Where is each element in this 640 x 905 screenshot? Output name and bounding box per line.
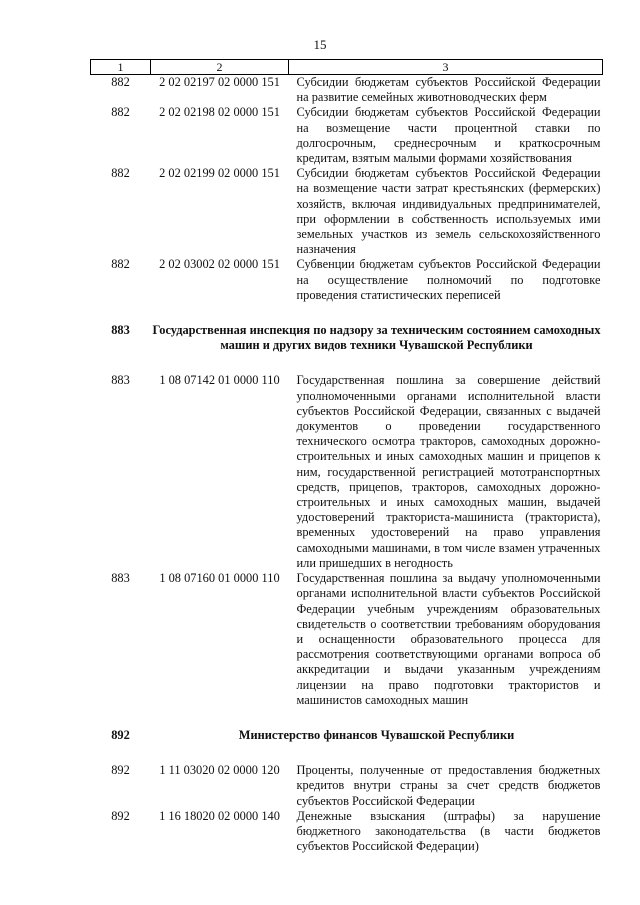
description-cell: Денежные взыскания (штрафы) за нарушение бюджетного законодательства (в части бюджетов субъектов Российской Федерации) bbox=[296, 808, 601, 854]
section-title: Государственная инспекция по надзору за техническим состоянием самоходных машин и других видов техники Чувашской Республики bbox=[152, 323, 601, 353]
table-row bbox=[91, 763, 603, 809]
description-cell: Субсидии бюджетам субъектов Российской Федерации на возмещение части процентной ставки по долгосрочным, среднесрочным и краткосрочным кредитам, взятым малыми формами хозяйствования bbox=[296, 105, 601, 166]
budget-code-cell: 2 02 02198 02 0000 151 bbox=[159, 105, 280, 120]
description-cell: Субсидии бюджетам субъектов Российской Федерации на развитие семейных животноводческих ферм bbox=[296, 75, 601, 105]
column-header-3: 3 bbox=[289, 60, 603, 75]
admin-code-cell: 882 bbox=[111, 105, 130, 120]
budget-code-cell: 1 08 07160 01 0000 110 bbox=[159, 571, 280, 586]
description-cell: Государственная пошлина за совершение действий уполномоченными органами исполнительной власти субъектов Российской Федерации, связанных с выдачей документов о проведении государственного технического осмотра тракторов, самоходных дорожно-строительных и иных самоходных машин и прицепов к ним, государственной регистрацией мототранспортных средств, прицепов, тракторов, самоходных дорожно-строительных и иных самоходных машин, выдачей удостоверений тракториста-машиниста (тракториста), временных удостоверений на право управления самоходными машинами, в том числе взамен утраченных или пришедших в негодность bbox=[296, 373, 601, 570]
column-header-1: 1 bbox=[91, 60, 151, 75]
admin-code-cell: 892 bbox=[111, 808, 130, 823]
table-body bbox=[91, 75, 603, 855]
budget-code-cell: 2 02 03002 02 0000 151 bbox=[159, 257, 280, 272]
section-heading-row bbox=[91, 708, 603, 763]
description-cell: Субвенции бюджетам субъектов Российской Федерации на осуществление полномочий по подготовке проведения статистических переписей bbox=[296, 257, 601, 302]
budget-code-cell: 2 02 02197 02 0000 151 bbox=[159, 75, 280, 89]
admin-code-cell: 882 bbox=[111, 75, 130, 89]
table-row bbox=[91, 75, 603, 106]
section-title: Министерство финансов Чувашской Республики bbox=[238, 727, 515, 742]
page-number: 15 bbox=[313, 37, 327, 52]
table-row bbox=[91, 166, 603, 257]
column-header-2: 2 bbox=[151, 60, 289, 75]
section-heading-row bbox=[91, 303, 603, 373]
table-row bbox=[91, 571, 603, 708]
table-header-row bbox=[91, 60, 603, 75]
description-cell: Проценты, полученные от предоставления бюджетных кредитов внутри страны за счет средств бюджетов субъектов Российской Федерации bbox=[296, 763, 601, 808]
budget-codes-table bbox=[90, 59, 603, 854]
description-cell: Государственная пошлина за выдачу уполномоченными органами исполнительной власти субъектов Российской Федерации учебным учреждениям образовательных свидетельств о соответствии требованиям оборудования и оснащенности образовательного процесса для рассмотрения соответствующими органами вопроса об аккредитации и выдачи указанным учреждениям лицензии на право подготовки трактористов и машинистов самоходных машин bbox=[296, 571, 601, 707]
admin-code-cell: 883 bbox=[111, 373, 130, 388]
table-header bbox=[91, 60, 603, 75]
budget-code-cell: 1 16 18020 02 0000 140 bbox=[159, 808, 280, 823]
table-row bbox=[91, 257, 603, 303]
table-row bbox=[91, 809, 603, 855]
section-admin-code: 892 bbox=[111, 727, 130, 742]
description-cell: Субсидии бюджетам субъектов Российской Федерации на возмещение части затрат крестьянских (фермерских) хозяйств, включая индивидуальных предпринимателей, при оформлении в собственность используемых ими земельных участков из земель сельскохозяйственного назначения bbox=[296, 166, 601, 257]
budget-code-cell: 1 11 03020 02 0000 120 bbox=[159, 763, 280, 778]
table-row bbox=[91, 373, 603, 571]
budget-code-cell: 2 02 02199 02 0000 151 bbox=[159, 166, 280, 181]
section-admin-code: 883 bbox=[111, 323, 130, 338]
admin-code-cell: 882 bbox=[111, 166, 130, 181]
table-row bbox=[91, 105, 603, 166]
admin-code-cell: 882 bbox=[111, 257, 130, 272]
admin-code-cell: 883 bbox=[111, 571, 130, 586]
admin-code-cell: 892 bbox=[111, 763, 130, 778]
budget-code-cell: 1 08 07142 01 0000 110 bbox=[159, 373, 280, 388]
